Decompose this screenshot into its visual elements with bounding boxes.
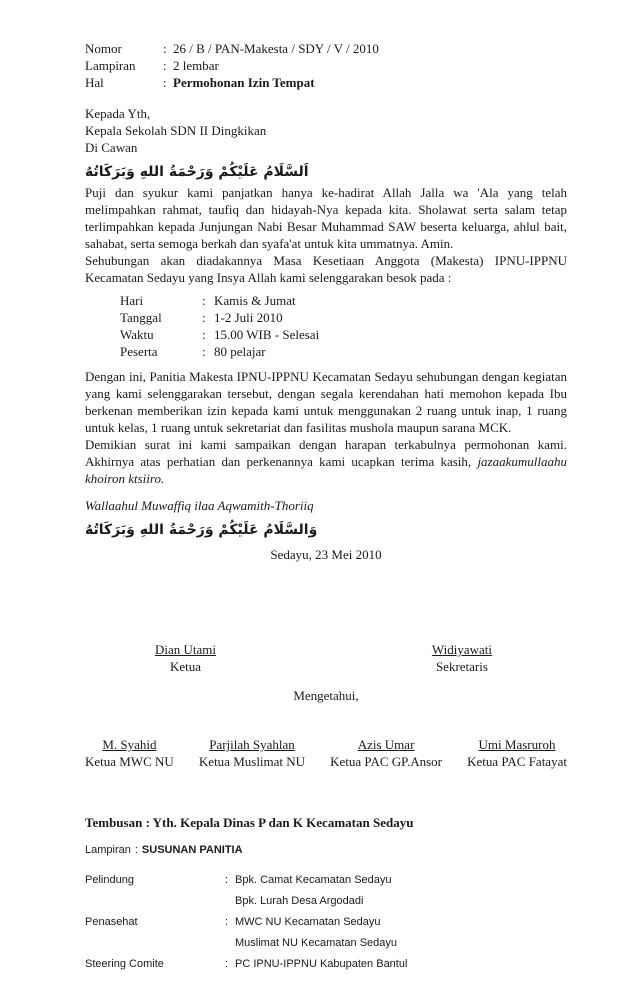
body-paragraph-3: Dengan ini, Panitia Makesta IPNU-IPPNU Kecamatan Sedayu sehubungan dengan kegiatan yang kami selenggarakan tersebut, dengan segala kerendahan hati memohon kepada Ibu berkenan memberikan izin kepada kami untuk menggunakan 2 ruang untuk inap, 1 ruang untuk kelas, 1 ruang untuk sekretariat dan fasilitas mushola maupun sarana MCK. <box>85 369 567 435</box>
signature-mwc-nu <box>85 736 174 770</box>
signature-role-muslimat-nu: Ketua Muslimat NU <box>198 754 306 769</box>
signature-row-1 <box>85 641 567 675</box>
detail-row-waktu <box>120 326 567 343</box>
hal-value: Permohonan Izin Tempat <box>173 75 315 90</box>
signature-name-mwc-nu: M. Syahid <box>102 737 157 752</box>
arabic-closing-salutation: وَالسَّلَامُ عَلَيْكُمْ وَرَحْمَةُ اللهِ وَبَرَكَاتُهُ <box>85 522 318 538</box>
signature-muslimat-nu <box>199 736 305 770</box>
body-paragraph-1: Puji dan syukur kami panjatkan hanya ke-hadirat Allah Jalla wa 'Ala yang telah melimpahkan rahmat, taufiq dan hidayah-Nya kepada kita. Sholawat serta salam tetap terlimpahkan kepada Junjungan Nabi Besar Muhammad SAW beserta keluarga, ahlul bait, sahabat, serta semoga berkah dan syafa'at untuk kita ummatnya. Amin. <box>85 185 567 251</box>
header-row-hal <box>85 74 567 91</box>
lampiran-separator: : <box>163 58 167 73</box>
signature-row-2 <box>85 736 567 770</box>
date-line: Sedayu, 23 Mei 2010 <box>270 547 382 562</box>
event-details <box>120 292 567 360</box>
committee-list <box>85 870 567 975</box>
steering-comite-value: PC IPNU-IPPNU Kabupaten Bantul <box>235 958 408 970</box>
peserta-separator: : <box>202 344 206 359</box>
penasehat-label: Penasehat <box>85 916 138 928</box>
waktu-value: 15.00 WIB - Selesai <box>214 327 320 342</box>
body-paragraph-2: Sehubungan akan diadakannya Masa Kesetiaan Anggota (Makesta) IPNU-IPPNU Kecamatan Sedayu yang Insya Allah kami selenggarakan besok pada : <box>85 253 567 285</box>
penasehat-value-1: MWC NU Kecamatan Sedayu <box>235 916 381 928</box>
header-row-nomor <box>85 40 567 57</box>
signature-ketua <box>155 641 216 675</box>
pelindung-value-2: Bpk. Lurah Desa Argodadi <box>235 895 364 907</box>
nomor-label: Nomor <box>85 41 122 56</box>
addressee-block <box>85 105 567 156</box>
pelindung-separator-blank <box>225 891 235 912</box>
penasehat-separator: : <box>225 916 229 928</box>
tanggal-separator: : <box>202 310 206 325</box>
penasehat-separator-blank <box>225 933 235 954</box>
arabic-salutation: اَلسَّلَامُ عَلَيْكُمْ وَرَحْمَةُ اللهِ وَبَرَكَاتُهُ <box>85 164 309 180</box>
hari-separator: : <box>202 293 206 308</box>
signature-role-pac-fatayat: Ketua PAC Fatayat <box>467 754 567 769</box>
signature-name-ketua: Dian Utami <box>155 642 217 657</box>
penasehat-label-blank <box>85 933 225 954</box>
header-row-lampiran <box>85 57 567 74</box>
body-paragraph-4 <box>85 436 567 487</box>
waktu-label: Waktu <box>120 327 154 342</box>
hari-value: Kamis & Jumat <box>214 293 296 308</box>
attachment-label: Lampiran <box>85 844 131 856</box>
committee-row-penasehat-2 <box>85 933 567 954</box>
tembusan-line: Tembusan : Yth. Kepala Dinas P dan K Kecamatan Sedayu <box>85 815 414 830</box>
attachment-title-line <box>85 843 567 858</box>
signature-role-pac-gp-ansor: Ketua PAC GP.Ansor <box>330 754 442 769</box>
peserta-value: 80 pelajar <box>214 344 266 359</box>
committee-row-penasehat <box>85 912 567 933</box>
attachment-title: SUSUNAN PANITIA <box>141 844 243 856</box>
addressee-line-1: Kepada Yth, <box>85 106 151 121</box>
hal-label: Hal <box>85 75 104 90</box>
peserta-label: Peserta <box>120 344 158 359</box>
attachment-section <box>85 843 567 975</box>
closing-tagline: Wallaahul Muwaffiq ilaa Aqwamith-Thoriiq <box>85 498 314 513</box>
closing-thanks-text: Demikian surat ini kami sampaikan dengan harapan terkabulnya permohonan kami. Akhirnya atas perhatian dan perkenannya kami ucapkan terima kasih, <box>85 437 567 469</box>
addressee-line-3: Di Cawan <box>85 140 138 155</box>
nomor-separator: : <box>163 41 167 56</box>
signature-sekretaris <box>432 641 492 675</box>
signature-role-sekretaris: Sekretaris <box>435 659 488 674</box>
signature-pac-gp-ansor <box>330 736 442 770</box>
signature-pac-fatayat <box>467 736 567 770</box>
committee-row-pelindung-2 <box>85 891 567 912</box>
signature-name-pac-gp-ansor: Azis Umar <box>357 737 415 752</box>
penasehat-value-2: Muslimat NU Kecamatan Sedayu <box>235 937 398 949</box>
waktu-separator: : <box>202 327 206 342</box>
lampiran-label: Lampiran <box>85 58 136 73</box>
steering-comite-label: Steering Comite <box>85 958 164 970</box>
committee-row-pelindung <box>85 870 567 891</box>
pelindung-separator: : <box>225 874 229 886</box>
addressee-line-2: Kepala Sekolah SDN II Dingkikan <box>85 123 267 138</box>
pelindung-value-1: Bpk. Camat Kecamatan Sedayu <box>235 874 392 886</box>
signature-name-pac-fatayat: Umi Masruroh <box>478 737 556 752</box>
pelindung-label: Pelindung <box>85 874 134 886</box>
hari-label: Hari <box>120 293 144 308</box>
signature-name-sekretaris: Widiyawati <box>431 642 492 657</box>
hal-separator: : <box>163 75 167 90</box>
detail-row-tanggal <box>120 309 567 326</box>
attachment-separator: : <box>134 844 138 856</box>
closing-thanks-arabic-phrase: jazaakumullaahu khoiron ktsiiro. <box>85 454 567 486</box>
signature-name-muslimat-nu: Parjilah Syahlan <box>209 737 295 752</box>
steering-comite-separator: : <box>225 958 229 970</box>
nomor-value: 26 / B / PAN-Makesta / SDY / V / 2010 <box>173 41 379 56</box>
detail-row-hari <box>120 292 567 309</box>
acknowledgement-line: Mengetahui, <box>293 688 359 703</box>
signature-role-mwc-nu: Ketua MWC NU <box>85 754 174 769</box>
signature-role-ketua: Ketua <box>169 659 202 674</box>
letter-header <box>85 40 567 91</box>
pelindung-label-blank <box>85 891 225 912</box>
tanggal-value: 1-2 Juli 2010 <box>214 310 283 325</box>
lampiran-value: 2 lembar <box>173 58 219 73</box>
tanggal-label: Tanggal <box>120 310 162 325</box>
committee-row-steering-comite <box>85 954 567 975</box>
detail-row-peserta <box>120 343 567 360</box>
